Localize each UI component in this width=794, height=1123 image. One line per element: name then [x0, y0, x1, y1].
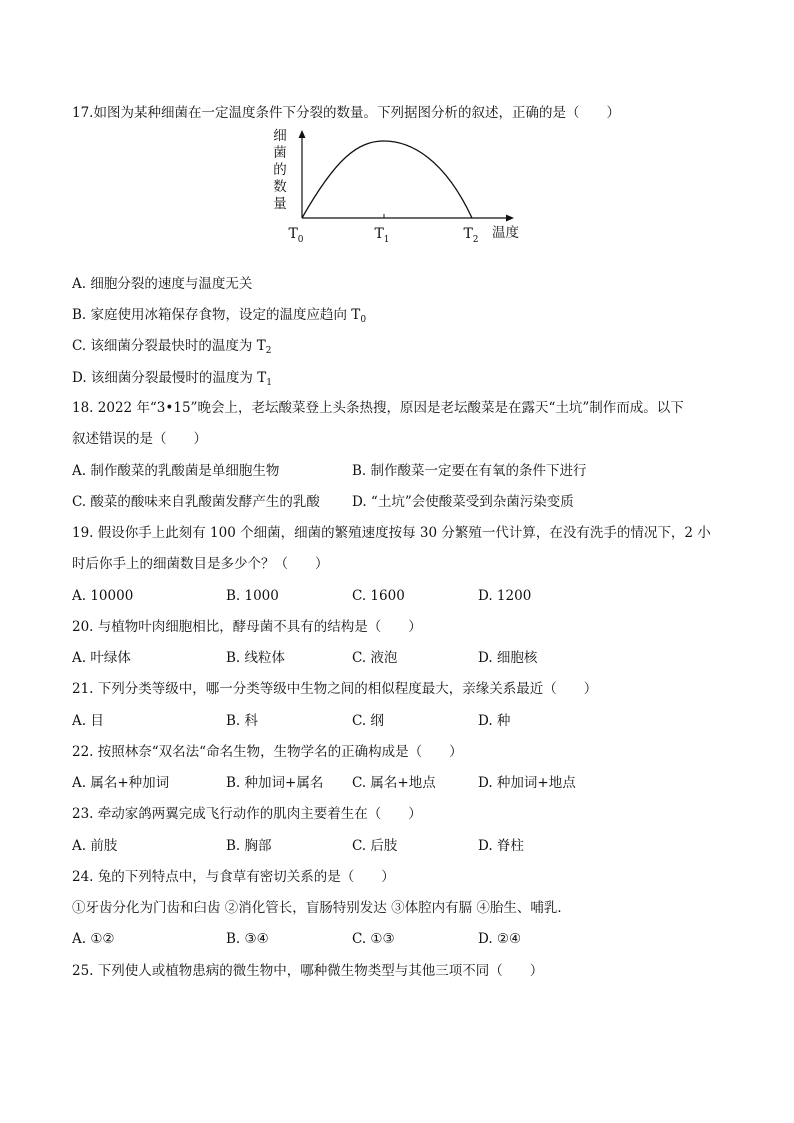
q24-option-d: D. ②④: [478, 931, 522, 947]
chart-x-axis-label: 温度: [492, 225, 519, 241]
tick-label-t0: $T_0$: [288, 226, 304, 245]
q24-option-a: A. ①②: [72, 931, 115, 947]
q17-option-d: D. 该细菌分裂最慢时的温度为 $T_1$: [72, 370, 272, 388]
q23-option-b: B. 胸部: [226, 838, 272, 854]
q21-option-d: D. 种: [478, 713, 511, 729]
tick-label-t2: $T_2$: [463, 226, 479, 245]
q24-features: ①牙齿分化为门齿和臼齿 ②消化管长，盲肠特别发达 ③体腔内有膈 ④胎生、哺乳．: [72, 900, 571, 916]
q22-option-c: C. 属名+地点: [352, 775, 436, 791]
q24-option-c: C. ①③: [352, 931, 395, 947]
growth-curve: [302, 141, 472, 218]
tick-label-t1: $T_1$: [374, 226, 390, 245]
q23-stem: 23. 牵动家鸽两翼完成飞行动作的肌肉主要着生在（ ）: [72, 806, 422, 822]
q25-stem: 25. 下列使人或植物患病的微生物中，哪种微生物类型与其他三项不同（ ）: [72, 963, 544, 979]
q21-stem: 21. 下列分类等级中，哪一分类等级中生物之间的相似程度最大，亲缘关系最近（ ）: [72, 681, 598, 697]
q17-option-a: A. 细胞分裂的速度与温度无关: [72, 276, 253, 292]
bacteria-temperature-chart: [266, 124, 536, 248]
q20-option-d: D. 细胞核: [478, 650, 538, 666]
q19-stem-line2: 时后你手上的细菌数目是多少个？（ ）: [72, 556, 329, 572]
q19-option-b: B. 1000: [226, 588, 279, 604]
q18-option-c: C. 酸菜的酸味来自乳酸菌发酵产生的乳酸: [72, 494, 320, 510]
q18-stem-line2: 叙述错误的是（ ）: [72, 431, 207, 447]
q21-option-b: B. 科: [226, 713, 259, 729]
q22-option-b: B. 种加词+属名: [226, 775, 324, 791]
q24-option-b: B. ③④: [226, 931, 269, 947]
q17-option-c: C. 该细菌分裂最快时的温度为 $T_2$: [72, 338, 272, 356]
q20-option-a: A. 叶绿体: [72, 650, 131, 666]
q23-option-a: A. 前肢: [72, 838, 118, 854]
q23-option-c: C. 后肢: [352, 838, 398, 854]
q17-option-b: B. 家庭使用冰箱保存食物，设定的温度应趋向 $T_0$: [72, 307, 367, 325]
chart-y-axis-label: 细菌的数量: [273, 128, 287, 212]
x-axis-arrow: [506, 215, 514, 222]
q21-option-c: C. 纲: [352, 713, 384, 729]
q17-stem: 17.如图为某种细菌在一定温度条件下分裂的数量。下列据图分析的叙述，正确的是（ ）: [72, 105, 620, 121]
q18-option-d: D. “土坑”会使酸菜受到杂菌污染变质: [352, 494, 574, 510]
q22-option-d: D. 种加词+地点: [478, 775, 576, 791]
q22-option-a: A. 属名+种加词: [72, 775, 170, 791]
q18-stem-line1: 18. 2022 年“3•15”晚会上，老坛酸菜登上头条热搜，原因是老坛酸菜是在露天“土坑”制作而成。以下: [72, 400, 684, 416]
q20-stem: 20. 与植物叶肉细胞相比，酵母菌不具有的结构是（ ）: [72, 619, 422, 635]
q22-stem: 22. 按照林奈“双名法“命名生物，生物学名的正确构成是（ ）: [72, 744, 463, 760]
q18-option-a: A. 制作酸菜的乳酸菌是单细胞生物: [72, 463, 280, 479]
q19-option-a: A. 10000: [72, 588, 134, 604]
q19-stem-line1: 19. 假设你手上此刻有 100 个细菌，细菌的繁殖速度按每 30 分繁殖一代计算，在没有洗手的情况下，2 小: [72, 525, 711, 541]
q19-option-c: C. 1600: [352, 588, 405, 604]
y-axis-arrow: [299, 130, 306, 138]
q20-option-c: C. 液泡: [352, 650, 398, 666]
q19-option-d: D. 1200: [478, 588, 532, 604]
q20-option-b: B. 线粒体: [226, 650, 286, 666]
q18-option-b: B. 制作酸菜一定要在有氧的条件下进行: [352, 463, 587, 479]
q24-stem: 24. 兔的下列特点中，与食草有密切关系的是（ ）: [72, 869, 395, 885]
q23-option-d: D. 脊柱: [478, 838, 524, 854]
q21-option-a: A. 目: [72, 713, 104, 729]
